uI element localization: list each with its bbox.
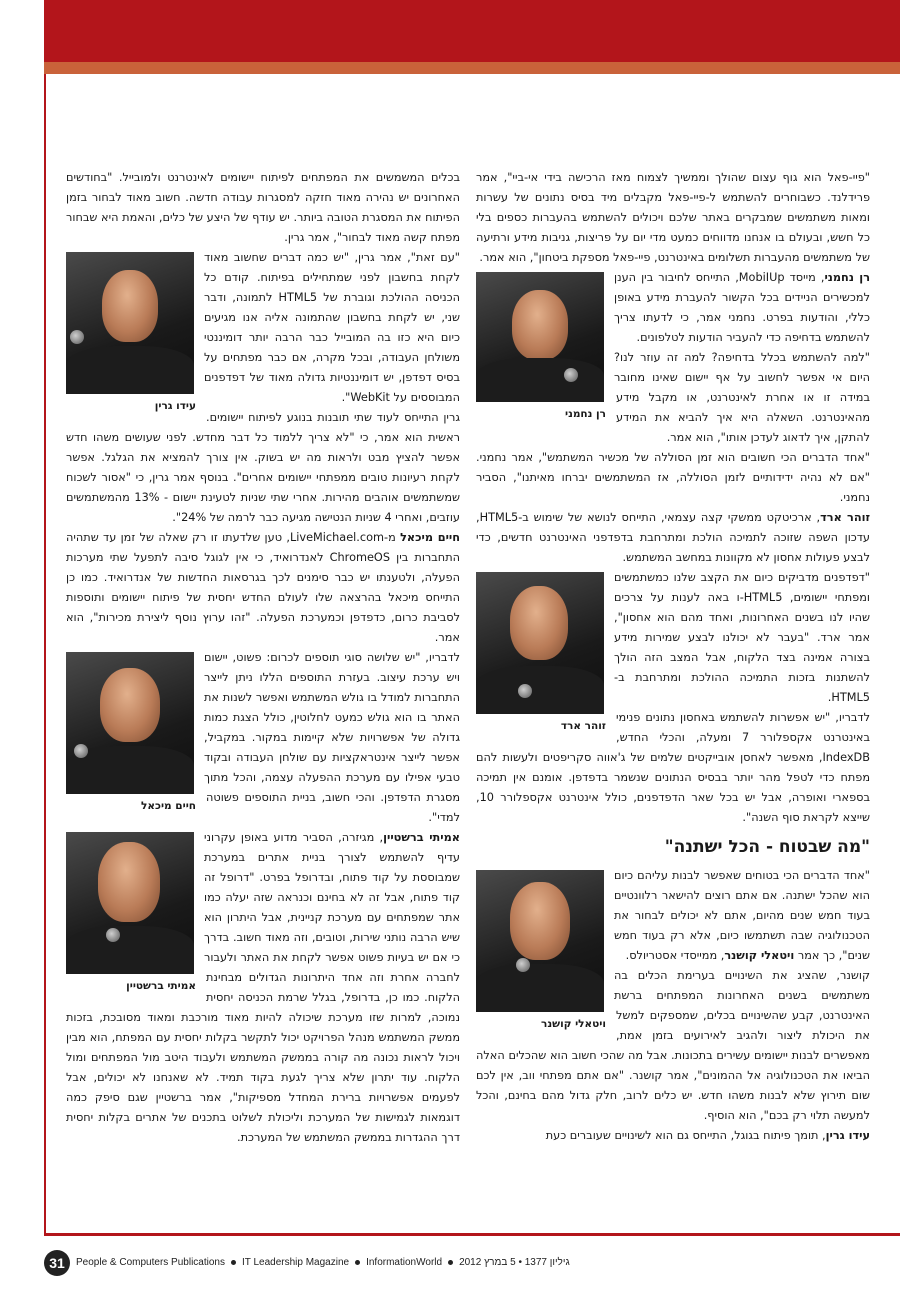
photo-caption: רן נחמני	[564, 408, 606, 420]
portrait-photo-amiti	[66, 832, 194, 974]
photo-caption: עידו גרין	[154, 400, 196, 412]
paragraph: בכלים המשמשים את המפתחים לפיתוח יישומים לאינטרנט ולמובייל. "בחודשים האחרונים יש נהירה מאוד חזקה למסגרות עבודה חדשה. חשוב מאוד לבחור בזמן הפיתוח את המסגרת הטובה ביותר. יש עודף של היצע של כלים, והאמת היא שבחור מפתח קשה מאוד לבחור", אמר גרין.	[66, 171, 460, 244]
header-orange-stripe	[44, 62, 900, 74]
paragraph: "למה להשתמש בכלל בדחיפה? למה זה עוזר לנו? היום אי אפשר לחשוב על אף יישום שאינו מחובר במידה זו או אחרת לאינטרנט, או מקבל מידע מהאינטרנט. השאלה היא איך להביא את המידע להתקן, איך לדאוג לעדכן אותו", הוא אמר.	[614, 351, 870, 444]
page-footer	[44, 1250, 900, 1280]
paragraph: לדבריו, "יש אפשרות להשתמש באחסון נתונים פנימי באינטרנט אקספלורר 7 ומעלה, והכלי החדש, IndexDB, מאפשר לאחסן אובייקטים שלמים של ג'אווה סקריפטים ולעשות להם מפתח כדי לטפל מהר יותר בבסיס הנתונים שנשמר בדפדפן. אומנם אין תמיכה בספארי ואופרה, אבל יש בכל שאר הדפדפנים, כולל אינטרנט אקספלורר 10, שייצא לקראת סוף השנה".	[476, 711, 870, 824]
photo-caption: ויטאלי קושנר	[541, 1018, 606, 1030]
magazine-name: IT Leadership Magazine	[241, 1257, 350, 1268]
page-number: 31	[44, 1250, 70, 1276]
speaker-name: חיים מיכאל	[400, 531, 461, 544]
bullet-icon	[448, 1260, 453, 1265]
article-column-right	[476, 168, 870, 1146]
speaker-name: ויטאלי קושנר	[724, 949, 795, 962]
paragraph: "אחד הדברים הכי בטוחים שאפשר לבנות עליהם כיום הוא שהכל ישתנה. אם אתם רוצים להישאר רלוונטיים בעוד חמש שנים מהיום, אתם לא יכולים לבחור את הטכנולוגיה שבה תשתמשו כיום, אלא רק בעוד חמש שנים", כך אמר ויטאלי קושנר, ממייסדי אסטריולס.	[614, 869, 870, 962]
speaker-name: רן נחמני	[824, 271, 870, 284]
speaker-name: זוהר ארד	[820, 511, 870, 524]
footer-credits	[76, 1257, 570, 1268]
paragraph: רן נחמני, מייסד MobiIUp, התייחס לחיבור בין הענן למכשירים הניידים בכל הקשור להעברת מידע באופן כללי, והודעות בפרט. נחמני אמר, כי לדעתו צריך להשתמש בדחיפה כדי להעביר הודעות לטלפונים.	[614, 271, 870, 344]
section-heading: "מה שבטוח - הכל ישתנה"	[664, 837, 870, 857]
paragraph: "אחד הדברים הכי חשובים הוא זמן הסוללה של מכשיר המשתמש", אמר נחמני. "אם לא נהיה ידידותיים לזמן הסוללה, אז המשתמשים יברחו מאיתנו", הסביר נחמני.	[476, 451, 870, 504]
paragraph: "פיי-פאל הוא גוף עצום שהולך וממשיך לצמוח מאז הרכישה בידי אי-ביי", אמר פרידלנד. כשבוחרים להשתמש ל-פיי-פאל מקבלים מיד בסיס נתונים של עשרות ומאות משתמשים שמבקרים באתר שלכם ויכולים להשתמש בהעברות כספים בלי כל חשש, ובעולם בו אנחנו מדווחים כמעט מדי יום על פריצות, גניבות מידע ורתיעה של משתמשים מהעברות תשלומים באינטרנט, פיי-פאל מספקת ביטחון", הוא אמר.	[476, 171, 870, 264]
bullet-icon	[355, 1260, 360, 1265]
portrait-photo-ido	[66, 252, 194, 394]
photo-caption: חיים מיכאל	[141, 800, 196, 812]
paragraph: קושנר, שהציג את השינויים בערימת הכלים בה משתמשים בשנים האחרונות המפתחים ברשת האינטרנט, קבע שהשינויים בכלים, שמספקים למשל את היכולת ליצור ולהגיב לאירועים בזמן אמת, מאפשרים לבנות יישומים עשירים בתכונות. אבל מה שהכי חשוב הוא שהכלים האלה הביאו את הטכנולוגיה אל ההמונים", אמר קושנר. "אם אתם מפתחי ווב, אין לכם שום תירוץ שלא לבנות משהו חדש. יש כלים לרוב, חלק גדול מהם בחינם, והכל למעשה תלוי רק בכם", הוא הוסיף.	[476, 969, 870, 1122]
issue-info: 2012 גיליון 1377 • 5 במרץ	[459, 1257, 570, 1268]
bullet-icon	[231, 1260, 236, 1265]
article-column-left	[66, 168, 460, 1148]
speaker-name: אמיתי ברשטיין	[383, 831, 460, 844]
paragraph: זוהר ארד, ארכיטקט ממשקי קצה עצמאי, התייחס לנושא של שימוש ב-HTML5, עדכון השפה שזוכה לתמיכה הולכת ומתרחבת בדפדפני האינטרנט חדשים, כדי לבצע פעולות אחסון לא מקוונות במחשב המשתמש.	[476, 511, 870, 564]
paragraph: גרין התייחס לעוד שתי תובנות בנוגע לפיתוח יישומים. ראשית הוא אמר, כי "לא צריך ללמוד כל דבר מחדש. לפני שעושים משהו חדש אפשר להציץ מבט ולראות מה יש בשוק. אין צורך להמציא את הגלגל. אפשר לקחת רעיונות טובים ממפתחי יישומים אחרים". בנוסף אמר גרין, כי "אסור לשכוח שמשתמשים אוהבים מהירות. אחרי שתי שניות לטעינת יישום - 13% מהמשתמשים עוזבים, ואחרי 4 שניות הנטישה מגיעה כבר לרמה של 24%".	[66, 411, 460, 524]
portrait-photo-haim	[66, 652, 194, 794]
paragraph: "עם זאת", אמר גרין, "יש כמה דברים שחשוב מאוד לקחת בחשבון לפני שמתחילים בפיתוח. קודם כל הכניסה ההולכת וגוברת של HTML5 לתמונה, ודבר שני, יש לקחת בחשבון שהתמונה אליה אנו מגיעים כיום היא כזו בה המובייל כבר הרבה יותר דומיננטי משולחן העבודה, ובכל מקרה, אם כבר מפתחים על בסיס דפדפן, יש דומיננטיות גדולה מאוד של דפדפנים המבוססים על WebKit".	[204, 251, 460, 404]
site-name: InformationWorld	[366, 1257, 443, 1268]
portrait-photo-zohar	[476, 572, 604, 714]
paragraph: לדבריו, "יש שלושה סוגי תוספים לכרום: פשוט, יישום ויש ערכת עיצוב. בעזרת התוספים הללו ניתן לייצר התחברות למודל בו גולש המשתמש ואפשר לשנות את האתר בו הוא גולש כמעט לחלוטין, כולל הצגת כמות גדולה של אפשרויות שלא קיימות במקור. במקביל, אפשר לייצר אינטראקציות עם שולחן העבודה ובקוד טבעי אפילו עם מערכת ההפעלה עצמה, והכל מתוך מסגרת הדפדפן. והכי חשוב, בניית התוספים פשוטה למדי".	[204, 651, 460, 824]
portrait-photo-vitaly	[476, 870, 604, 1012]
header-red-bar	[44, 0, 900, 62]
photo-caption: אמיתי ברשטיין	[126, 980, 196, 992]
footer-red-line	[44, 1233, 900, 1236]
paragraph: עידו גרין, תומך פיתוח בגוגל, התייחס גם הוא לשינויים שעוברים כעת	[545, 1129, 870, 1142]
paragraph: "דפדפנים מדביקים כיום את הקצב שלנו כמשתמשים ומפתחי יישומים, HTML5-ו באה לענות על צרכים שהיו לנו בשנים האחרונות, ואחד מהם הוא אחסון", אמר ארד. "בעבר לא יכולנו לבצע שמירות מידע בצורה אמינה בצד הלקוח, אבל המצב הזה הולך להשתנות בזכות התמיכה ההולכת ומתרחבת ב-HTML5.	[614, 571, 870, 704]
speaker-name: עידו גרין	[825, 1129, 870, 1142]
portrait-photo-ran	[476, 272, 604, 402]
paragraph: אמיתי ברשטיין, מגיזרה, הסביר מדוע באופן עקרוני עדיף להשתמש לצורך בניית אתרים במערכת שמבוססת על קוד פתוח, ובדרופל בפרט. "דרופל זה קוד פתוח, אבל זה לא בחינם וכנראה שזה יעלה כמו אתר שמפתחים עם מערכת קניינית, אבל היתרון הוא שיש הרבה נותני שירות, וטובים, וזה מאוד חשוב. בדרך כי אם יש בעיות פשוט אפשר לקחת את האתר ולעבור לחברה אחרת וזה אחד היתרונות הגדולים מבחינת הלקוח. כמו כן, בדרופל, בגלל שרמת הכניסה יחסית נמוכה, למרות שזו מערכת שיכולה להיות מאוד מורכבת ומאוד מסובכת, בזכות ממשק המשתמש מנהל הפרויקט יכול לתקשר בקלות יחסית עם המפתח, הוא מבין ויכול לראות נכונה מה קורה בממשק המשתמש ולעבוד היטב מול המפתחים ומול הלקוח. עוד יתרון שלא צריך לגעת בקוד תמיד. לא שאנחנו לא יכולים, אבל לפעמים אפשרויות ברירת המחדל מספיקות", אמר ברשטיין שגם סיפק כמה דוגמאות לגמישות של המערכת וליכולת לשלוט בתכנים של אתרים בקלות יחסית דרך ההגדרות בממשק המשתמש של המערכת.	[66, 831, 460, 1144]
publisher-name: People & Computers Publications	[76, 1257, 225, 1268]
photo-caption: זוהר ארד	[560, 720, 606, 732]
paragraph: חיים מיכאל מ-LiveMichael.com, טען שלדעתו זו רק שאלה של זמן עד שתהיה התחברות בין ChromeOS לאנדרואיד, כי אין לגוגל סיבה לתפעל שתי מערכות הפעלה, ולטענתו יש כבר סימנים לכך בגרסאות החדשות של אנדרואיד. כמו כן התייחס מיכאל בהרצאה שלו לעולם החדש יחסית של פיתוח יישומים ותוספות לסביבת כרום, כדפדפן וכמערכת הפעלה. "זהו ערוץ נוסף ליצירת מכירות", הוא אמר.	[66, 531, 461, 644]
